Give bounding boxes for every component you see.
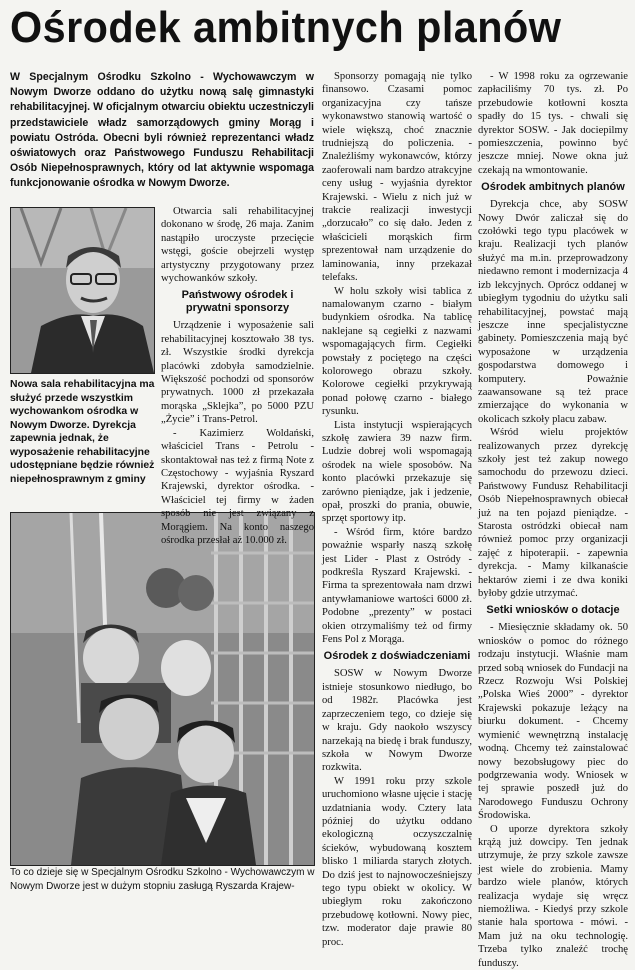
column-2 (161, 205, 314, 547)
col2-paragraph: - Wśród firm, które bardzo poważnie wsparły naszą szkołę jest Lider - Plast z Ostródy - podkreśla Ryszard Krajewski. - Firma ta sprezentowała nam drzwi antywłamaniowe wartości 6000 zł. Podobne „prezenty” w postaci okien otrzymaliśmy też od firmy Fens Pol z Morąga. (322, 526, 472, 646)
col2-paragraph: W holu szkoły wisi tablica z namalowanym czarno - białym budynkiem ośrodka. Na tablicę naklejane są cegiełki z nazwami wspomagających firm. Cegiełki powstały z pociętego na części kolorowego obrazu szkoły. Kolorowe cegiełki przykrywają ponad połowę czarno - białego rysunku. (322, 285, 472, 418)
col2-paragraph: - Kazimierz Woldański, właściciel Trans - Petrolu - skontaktował nas też z firmą Note z Częstochowy - wyjaśnia Ryszard Krajewski, dyrektor ośrodka. - Właściciel tej firmy w żaden sposób nie jest związany z Morągiem. Na konto naszego ośrodka przesłał aż 10.000 zł. (161, 427, 314, 546)
photo-caption-portrait: Nowa sala rehabilitacyjna ma służyć przede wszystkim wychowankom ośrodka w Nowym Dworze. Dyrekcja zapewnia jednak, że wyposażenie rehabilitacyjne udostępniane będzie również niepełnosprawnym z gminy (10, 379, 155, 485)
col2-paragraph: SOSW w Nowym Dworze istnieje stosunkowo niedługo, bo od 1982r. Placówka jest zaprzeczeniem tego, co dzieje się w kraju. Gdy naokoło wszyscy narzekają na biedę i brak funduszy, szkoła w Nowym Dworze rozkwita. (322, 668, 472, 774)
col3-paragraph: O uporze dyrektora szkoły krążą już dowcipy. Ten jednak utrzymuje, że przy szkole zawsze jest wiele do zrobienia. Mamy bardzo wiele planów, których realizacja wydaje się wręcz niemożliwa. - Kiedyś przy szkole stanie hala sportowa - mówi. - Mam już na oku technologię. Trzeba tylko znaleźć trochę funduszy. (478, 823, 628, 969)
col3-subheading-plans: Ośrodek ambitnych planów (481, 181, 625, 194)
col3-paragraph: Dyrekcja chce, aby SOSW Nowy Dwór zaliczał się do czołówki tego typu placówek w kraju. Realizacji tych planów służyć ma m.in. przeprowadzony niedawno remont i modernizacja 4 izb lekcyjnych. Oprócz oddanej w ubiegłym tygodniu do użytku sali rehabilitacyjnej, powstać mają jeszcze inne specjalistyczne gabinety. Pomieszczenia mają być wyposażone w urządzenia gospodarstwa domowego i komputery. Poważnie zaawansowane są też prace zmierzające do wykonania w okolicach szkoły placu zabaw. (478, 199, 628, 425)
col3-subheading-grants: Setki wniosków o dotacje (486, 604, 620, 617)
col2-paragraph: Otwarcia sali rehabilitacyjnej dokonano w środę, 26 maja. Zanim nastąpiło uroczyste przecięcie wstęgi, goście obejrzeli występ artystyczny przygotowany przez wychowanków szkoły. (161, 206, 314, 285)
portrait-photo (10, 207, 155, 374)
photo-caption-children: To co dzieje się w Specjalnym Ośrodku Szkolno - Wychowawczym w Nowym Dworze jest w dużym stopniu zasługą Ryszarda Krajew- (10, 867, 315, 892)
children-image (11, 513, 314, 865)
col3-paragraph: Wśród wielu projektów realizowanych przez dyrekcję szkoły jest też zakup nowego samochodu do przewozu dzieci. Państwowy Fundusz Rehabilitacji Osób Niepełnosprawnych obiecał już na ten pojazd pieniądze. - Starosta ostródzki obiecał nam również pomoc przy organizacji zajęć z hipoterapii. - zapewnia dyrekcja. - Mamy kilkanaście hektarów ziemi i ze dwa koniki byłoby gdzie utrzymać. (478, 427, 628, 600)
col3-paragraph: - W 1998 roku za ogrzewanie zapłaciliśmy 70 tys. zł. Po przebudowie kotłowni koszta spadły do 15 tys. - chwali się dyrektor SOSW. - Jak dociepilmy pomieszczenia, powinno być jeszcze mniej. Nowe okna już czekają na wmontowanie. (478, 71, 628, 176)
portrait-image (11, 208, 154, 373)
col3-paragraph: - Miesięcznie składamy ok. 50 wniosków o pomoc do różnego rodzaju instytucji. Właśnie mam przed sobą wniosek do Fundacji na Rzecz Rozwoju Wsi Polskiej „Polska Wieś 2000” - dyrektor Krajewski pokazuje leżący na biurku dokument. - Chcemy wymienić wewnętrzną instalację wodną. Chcemy też zainstalować nowy bezobsługowy piec do podgrzewania wody. Wniosek w tej sprawie poszedł już do Narodowego Funduszu Ochrony Środowiska. (478, 622, 628, 822)
col2-subheading-experience: Ośrodek z doświadczeniami (323, 650, 471, 663)
children-photo (10, 512, 315, 866)
col2-paragraph: Sponsorzy pomagają nie tylko finansowo. Czasami pomoc organizacyjna czy tańsze wykonawstwo stanowią wartość o wiele większą, choć znacznie trudniejszą do policzenia. - Znaleźliśmy wykonawców, którzy zaoferowali nam bardzo atrakcyjne ceny usług - wyjaśnia dyrektor Krajewski. - Wielu z nich już w trakcie realizacji inwestycji „dorzucało” co się dało. Jeden z właścicieli morąskich firm sprezentował nam urządzenie do laminowania, inny przekazał telefaks. (322, 71, 472, 284)
col2-paragraph: Urządzenie i wyposażenie sali rehabilitacyjnej kosztowało 38 tys. zł. Wszystkie środki dyrekcja placówki zdobyła samodzielnie. Większość pochodzi od sponsorów prywatnych. 1000 zł przekazała morąska „Sklejka”, po 5000 PZU „Życie” i Trans-Petrol. (161, 320, 314, 426)
article-title: Ośrodek ambitnych planów (10, 3, 562, 52)
column-3 (478, 70, 628, 970)
col2-paragraph: W 1991 roku przy szkole uruchomiono własne ujęcie i stację uzdatniania wody. Cztery lata później do użytku oddano ekologiczną oczyszczalnię ścieków, wybudowaną kosztem blisko 1 miliarda starych złotych. Do dziś jest to najnowocześniejszy tego typu obiekt w okolicy. W ubiegłym roku zakończono przebudowę kotłowni. Nowy piec, tzw. moderator daje prawie 80 proc. (322, 775, 472, 948)
column-2-continued (322, 70, 472, 949)
col2-paragraph: Lista instytucji wspierających szkołę zawiera 39 nazw firm. Ludzie dobrej woli wspomagają ośrodek na wiele sposobów. Na konto placówki przekazuje się zarówno pieniądze, jak i jedzenie, opał, proszki do prania, obuwie, sprzęt sportowy itp. (322, 419, 472, 525)
article-lead: W Specjalnym Ośrodku Szkolno - Wychowawczym w Nowym Dworze oddano do użytku nową salę gimnastyki rehabilitacyjnej. W oficjalnym otwarciu obiektu uczestniczyli przedstawiciele władz samorządowych gminy Morąg i powiatu Ostróda. Obecni byli również reprezentanci władz oświatowych oraz Państwowego Funduszu Rehabilitacji Osób Niepełnosprawnych, który od lat aktywnie wspomaga funkcjonowanie ośrodka w Nowym Dworze. (10, 71, 314, 190)
col2-subheading-sponsors: Państwowy ośrodek i prywatni sponsorzy (181, 289, 294, 315)
